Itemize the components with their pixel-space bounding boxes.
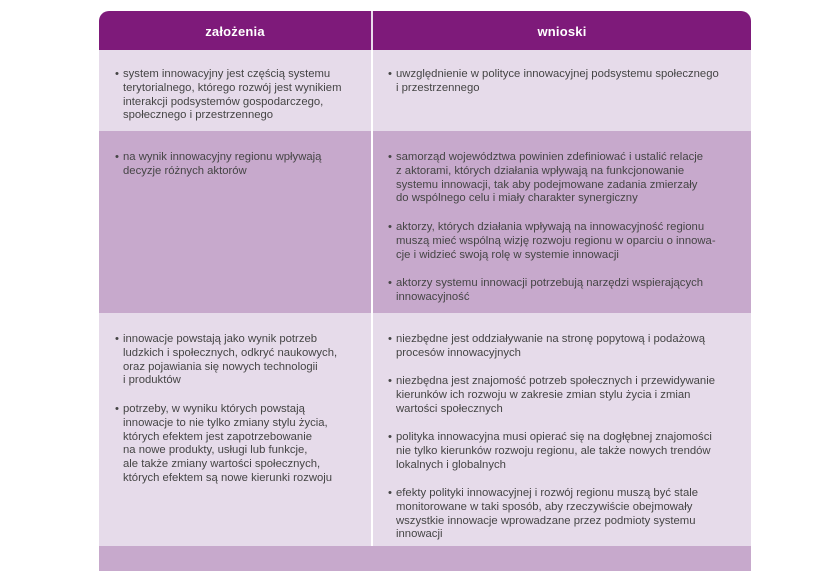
row-2-conclusions xyxy=(373,131,751,313)
table-row-1 xyxy=(99,50,751,131)
row-1-assumptions xyxy=(99,50,371,131)
header-wnioski: wnioski xyxy=(537,24,587,39)
row-2-assumptions xyxy=(99,131,371,313)
table-header xyxy=(99,11,751,50)
list-item: • niezbędne jest oddziaływanie na stronę popytową i podażową procesów innowacyjnych xyxy=(388,333,705,359)
row-1-conclusions xyxy=(373,50,751,131)
list-item: • system innowacyjny jest częścią systemu terytorialnego, którego rozwój jest wynikiem interakcji podsystemów gospodarczego, społecznego i przestrzennego xyxy=(115,68,342,122)
list-item: • potrzeby, w wyniku których powstają innowacje to nie tylko zmiany stylu życia, których efektem jest zapotrzebowanie na nowe produkty, usługi lub funkcje, ale także zmiany wartości społecznych, których efektem są nowe kierunki rozwoju xyxy=(115,403,333,484)
list-item: • efekty polityki innowacyjnej i rozwój regionu muszą być stale monitorowane w taki sposób, aby rzeczywiście obejmowały wszystkie innowacje wprowadzane przez podmioty systemu innowacji xyxy=(388,487,699,541)
list-item: • aktorzy systemu innowacji potrzebują narzędzi wspierających innowacyjność xyxy=(388,277,704,303)
list-item: • niezbędna jest znajomość potrzeb społecznych i przewidywanie kierunków ich rozwoju w zakresie zmian stylu życia i zmian wartości społecznych xyxy=(388,375,715,415)
row-3-assumptions xyxy=(99,313,371,546)
list-item: • na wynik innowacyjny regionu wpływają decyzje różnych aktorów xyxy=(115,151,322,177)
table-row-3 xyxy=(99,313,751,546)
row-3-conclusions xyxy=(373,313,751,546)
list-item: • innowacje powstają jako wynik potrzeb ludzkich i społecznych, odkryć naukowych, oraz pojawiania się nowych technologii i produktów xyxy=(115,333,338,387)
comparison-table xyxy=(99,11,751,571)
table-row-2 xyxy=(99,131,751,313)
list-item: • polityka innowacyjna musi opierać się na dogłębnej znajomości nie tylko kierunków rozwoju regionu, ale także nowych trendów lokalnych i globalnych xyxy=(388,431,712,471)
next-row-strip xyxy=(99,546,751,571)
header-zalozenia: założenia xyxy=(205,24,265,39)
list-item: • samorząd województwa powinien zdefiniować i ustalić relacje z aktorami, których działania wpływają na funkcjonowanie systemu innowacji, tak aby podejmowane zadania zmierzały do wspólnego celu i miały charakter synergiczny xyxy=(388,151,704,205)
list-item: • uwzględnienie w polityce innowacyjnej podsystemu społecznego i przestrzennego xyxy=(388,68,719,94)
list-item: • aktorzy, których działania wpływają na innowacyjność regionu muszą mieć wspólną wizję rozwoju regionu w oparciu o innowa- cje i widzieć swoją rolę w systemie innowacji xyxy=(388,221,716,261)
